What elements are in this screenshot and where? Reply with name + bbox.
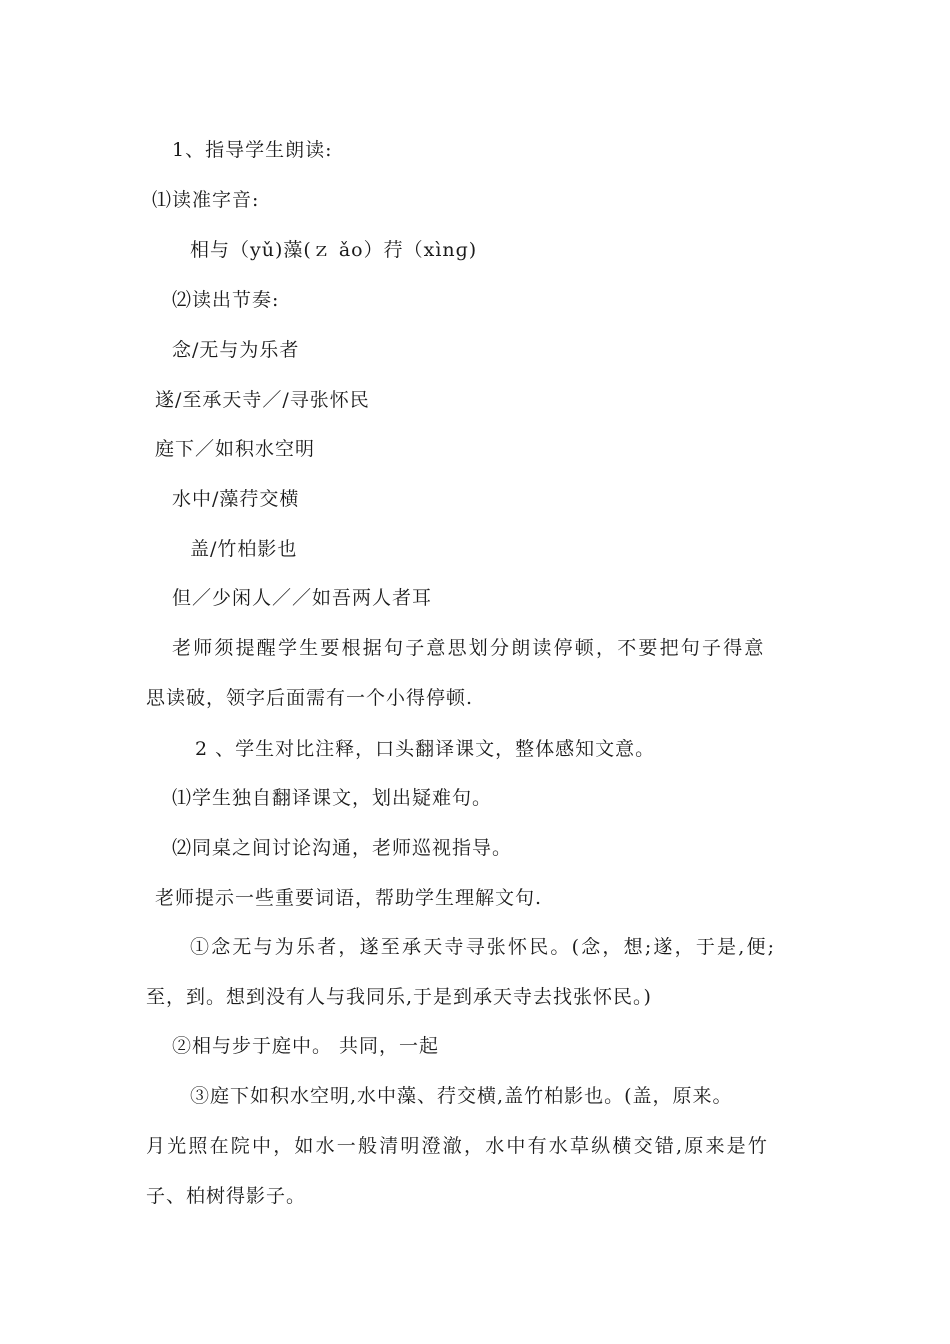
annotation-line: ①念无与为乐者，遂至承天寺寻张怀民。(念，想;遂，于是,便; [190,936,777,958]
heading-reading-guide: 1、指导学生朗读: [172,139,333,161]
annotation-line: 子、柏树得影子。 [146,1185,307,1207]
annotation-line: 至，到。想到没有人与我同乐,于是到承天寺去找张怀民。) [146,986,652,1008]
annotation-line: ③庭下如积水空明,水中藻、荇交横,盖竹柏影也。(盖，原来。 [190,1085,733,1107]
heading-translation: 2 、学生对比注释，口头翻译课文，整体感知文意。 [195,738,656,760]
list-item: ⑴学生独自翻译课文，划出疑难句。 [172,787,493,809]
annotation-line: ②相与步于庭中。 共同，一起 [172,1035,440,1057]
paragraph-line: 老师提示一些重要词语，帮助学生理解文句. [155,887,543,909]
rhythm-line: 庭下／如积水空明 [155,438,316,460]
rhythm-line: 水中/藻荇交横 [172,488,300,510]
list-item: ⑵同桌之间讨论沟通，老师巡视指导。 [172,837,513,859]
annotation-line: 月光照在院中，如水一般清明澄澈，水中有水草纵横交错,原来是竹 [146,1135,770,1157]
pronunciation-line: 相与（yǔ)藻(ｚ ǎo）荇（xìnɡ) [190,239,478,261]
rhythm-line: 念/无与为乐者 [172,339,300,361]
paragraph-line: 老师须提醒学生要根据句子意思划分朗读停顿，不要把句子得意 [172,637,766,659]
rhythm-line: 盖/竹柏影也 [190,538,298,560]
subheading-pronunciation: ⑴读准字音: [152,189,260,211]
rhythm-line: 遂/至承天寺／/寻张怀民 [155,389,370,411]
rhythm-line: 但／少闲人／／如吾两人者耳 [172,587,433,609]
paragraph-line: 思读破，领字后面需有一个小得停顿. [146,687,474,709]
subheading-rhythm: ⑵读出节奏: [172,289,280,311]
